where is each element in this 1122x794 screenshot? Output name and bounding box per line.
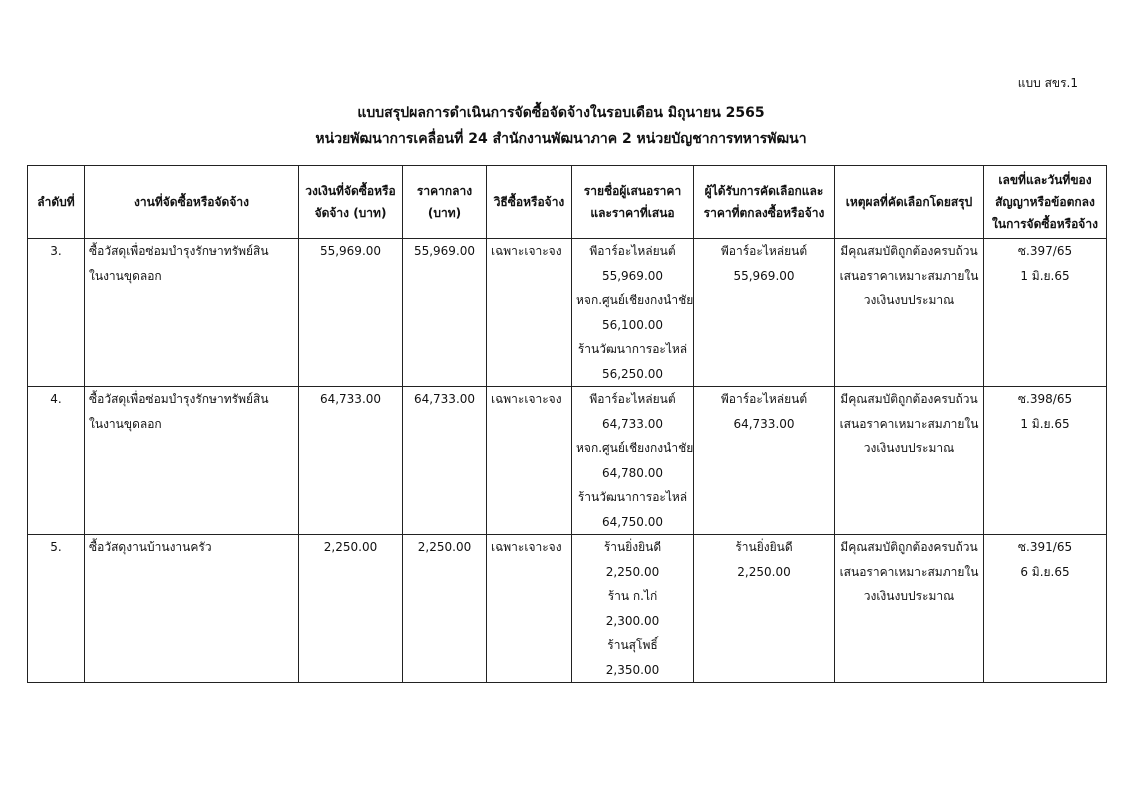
cell-median-price: 64,733.00 — [403, 387, 487, 535]
header-work: งานที่จัดซื้อหรือจัดจ้าง — [85, 166, 299, 239]
cell-contract: ซ.397/65 1 มิ.ย.65 — [984, 239, 1107, 387]
cell-median-price: 55,969.00 — [403, 239, 487, 387]
cell-reason: มีคุณสมบัติถูกต้องครบถ้วน เสนอราคาเหมาะสมภายใน วงเงินงบประมาณ — [835, 535, 984, 683]
document-title: แบบสรุปผลการดำเนินการจัดซื้อจัดจ้างในรอบเดือน มิถุนายน 2565 — [357, 105, 765, 121]
cell-reason: มีคุณสมบัติถูกต้องครบถ้วน เสนอราคาเหมาะสมภายใน วงเงินงบประมาณ — [835, 239, 984, 387]
header-bidders: รายชื่อผู้เสนอราคา และราคาที่เสนอ — [572, 166, 694, 239]
cell-no: 5. — [28, 535, 85, 683]
procurement-summary-table — [27, 165, 1107, 683]
cell-method: เฉพาะเจาะจง — [487, 535, 572, 683]
header-selected: ผู้ได้รับการคัดเลือกและ ราคาที่ตกลงซื้อหรือจ้าง — [694, 166, 835, 239]
cell-no: 4. — [28, 387, 85, 535]
header-no: ลำดับที่ — [28, 166, 85, 239]
cell-method: เฉพาะเจาะจง — [487, 387, 572, 535]
cell-budget: 64,733.00 — [299, 387, 403, 535]
cell-bidders: พีอาร์อะไหล่ยนต์ 55,969.00 หจก.ศูนย์เชียงกงนำชัย 56,100.00 ร้านวัฒนาการอะไหล่ 56,250.00 — [572, 239, 694, 387]
header-contract: เลขที่และวันที่ของ สัญญาหรือข้อตกลง ในการจัดซื้อหรือจ้าง — [984, 166, 1107, 239]
cell-selected: พีอาร์อะไหล่ยนต์ 64,733.00 — [694, 387, 835, 535]
header-budget: วงเงินที่จัดซื้อหรือ จัดจ้าง (บาท) — [299, 166, 403, 239]
cell-reason: มีคุณสมบัติถูกต้องครบถ้วน เสนอราคาเหมาะสมภายใน วงเงินงบประมาณ — [835, 387, 984, 535]
cell-median-price: 2,250.00 — [403, 535, 487, 683]
table-row — [28, 535, 1107, 683]
cell-work: ซื้อวัสดุเพื่อซ่อมบำรุงรักษาทรัพย์สิน ในงานขุดลอก — [85, 239, 299, 387]
cell-bidders: ร้านยิ่งยินดี 2,250.00 ร้าน ก.ไก่ 2,300.00 ร้านสุโพธิ์ 2,350.00 — [572, 535, 694, 683]
cell-contract: ซ.391/65 6 มิ.ย.65 — [984, 535, 1107, 683]
header-reason: เหตุผลที่คัดเลือกโดยสรุป — [835, 166, 984, 239]
document-subtitle: หน่วยพัฒนาการเคลื่อนที่ 24 สำนักงานพัฒนาภาค 2 หน่วยบัญชาการทหารพัฒนา — [315, 131, 807, 147]
cell-work: ซื้อวัสดุงานบ้านงานครัว — [85, 535, 299, 683]
cell-selected: พีอาร์อะไหล่ยนต์ 55,969.00 — [694, 239, 835, 387]
cell-no: 3. — [28, 239, 85, 387]
cell-contract: ซ.398/65 1 มิ.ย.65 — [984, 387, 1107, 535]
table-header-row — [28, 166, 1107, 239]
cell-bidders: พีอาร์อะไหล่ยนต์ 64,733.00 หจก.ศูนย์เชียงกงนำชัย 64,780.00 ร้านวัฒนาการอะไหล่ 64,750.00 — [572, 387, 694, 535]
header-median-price: ราคากลาง (บาท) — [403, 166, 487, 239]
cell-budget: 2,250.00 — [299, 535, 403, 683]
table-row — [28, 387, 1107, 535]
cell-work: ซื้อวัสดุเพื่อซ่อมบำรุงรักษาทรัพย์สิน ในงานขุดลอก — [85, 387, 299, 535]
header-method: วิธีซื้อหรือจ้าง — [487, 166, 572, 239]
table-row — [28, 239, 1107, 387]
form-code: แบบ สขร.1 — [1017, 76, 1078, 90]
cell-selected: ร้านยิ่งยินดี 2,250.00 — [694, 535, 835, 683]
cell-method: เฉพาะเจาะจง — [487, 239, 572, 387]
cell-budget: 55,969.00 — [299, 239, 403, 387]
